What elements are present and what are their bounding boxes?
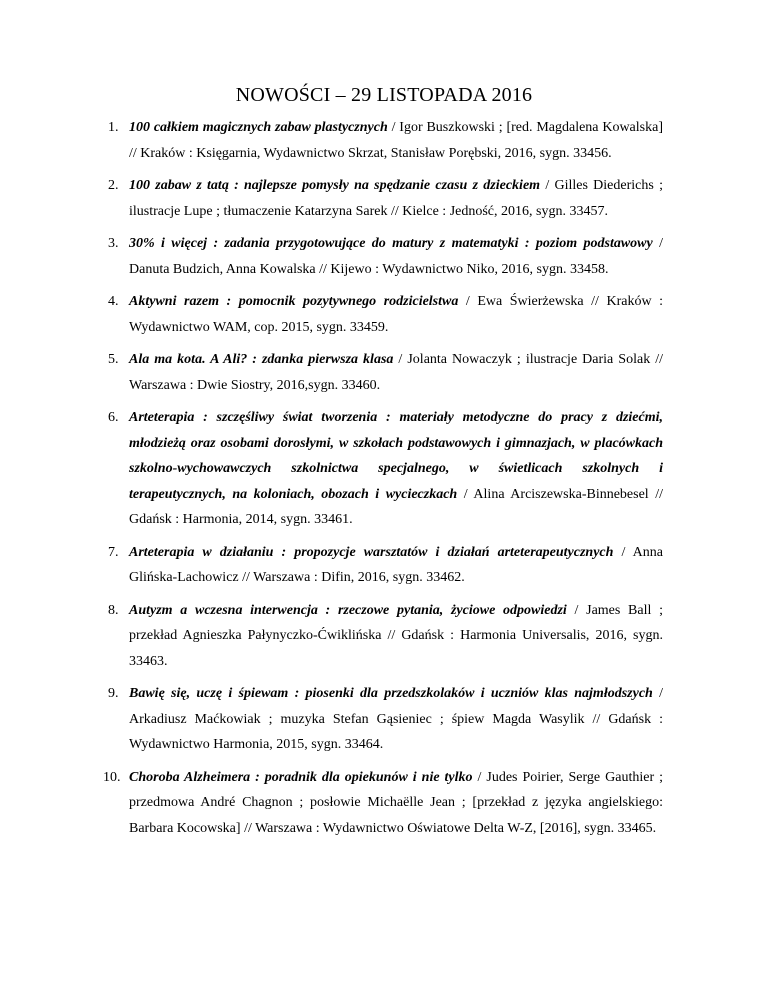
book-title: Ala ma kota. A Ali? : zdanka pierwsza klasa [129, 352, 394, 367]
list-item [108, 115, 663, 166]
list-item [108, 347, 663, 398]
list-item [103, 765, 663, 842]
book-title: Autyzm a wczesna interwencja : rzeczowe pytania, życiowe odpowiedzi [129, 602, 567, 618]
book-title: Choroba Alzheimera : poradnik dla opiekunów i nie tylko [129, 769, 473, 785]
item-number: 9. [108, 686, 119, 701]
item-number: 7. [108, 544, 119, 560]
list-item [108, 231, 663, 282]
list-item [108, 540, 663, 591]
book-title: Aktywni razem : pomocnik pozytywnego rodzicielstwa [129, 294, 459, 309]
book-title: 30% i więcej : zadania przygotowujące do matury z matematyki : poziom podstawowy [129, 236, 653, 251]
list-item [108, 405, 663, 533]
book-title: 100 całkiem magicznych zabaw plastycznych [129, 120, 388, 135]
list-item [108, 289, 663, 340]
new-books-list [103, 115, 664, 848]
book-title: Arteterapia w działaniu : propozycje warsztatów i działań arteterapeutycznych [129, 544, 614, 560]
book-title: Arteterapia : szczęśliwy świat tworzenia : materiały metodyczne do pracy z dziećmi, młodzieżą oraz osobami dorosłymi, w szkołach podstawowych i gimnazjach, w placówkach szkolno-wychowawczych szkolnictwa specjalnego, w świetlicach szkolnych i terapeutycznych, na koloniach, obozach i wycieczkach [129, 410, 663, 502]
book-details: / Danuta Budzich, Anna Kowalska // Kijewo : Wydawnictwo Niko, 2016, sygn. 33458. [129, 236, 664, 277]
list-item [108, 173, 663, 224]
item-number: 1. [108, 120, 119, 135]
book-title: Bawię się, uczę i śpiewam : piosenki dla przedszkolaków i uczniów klas najmłodszych [129, 686, 653, 701]
book-details: / Anna Glińska-Lachowicz // Warszawa : Difin, 2016, sygn. 33462. [129, 544, 663, 585]
item-number: 2. [108, 178, 119, 193]
book-details: / Igor Buszkowski ; [red. Magdalena Kowalska] // Kraków : Księgarnia, Wydawnictwo Skrzat, Stanisław Porębski, 2016, sygn. 33456. [129, 120, 663, 161]
book-details: / Ewa Świerżewska // Kraków : Wydawnictwo WAM, cop. 2015, sygn. 33459. [129, 294, 663, 335]
book-details: / Jolanta Nowaczyk ; ilustracje Daria Solak // Warszawa : Dwie Siostry, 2016,sygn. 33460. [129, 352, 663, 393]
list-item [108, 598, 663, 675]
page-title: NOWOŚCI – 29 LISTOPADA 2016 [235, 84, 533, 106]
item-number: 10. [103, 769, 121, 785]
item-number: 6. [108, 410, 119, 425]
book-details: / James Ball ; przekład Agnieszka Pałynyczko-Ćwiklińska // Gdańsk : Harmonia Universalis, 2016, sygn. 33463. [129, 602, 663, 669]
item-number: 5. [108, 352, 119, 367]
book-details: / Arkadiusz Maćkowiak ; muzyka Stefan Gąsieniec ; śpiew Magda Wasylik // Gdańsk : Wydawnictwo Harmonia, 2015, sygn. 33464. [129, 686, 664, 752]
book-title: 100 zabaw z tatą : najlepsze pomysły na spędzanie czasu z dzieckiem [129, 178, 541, 193]
item-number: 3. [108, 236, 119, 251]
book-details: / Gilles Diederichs ; ilustracje Lupe ; tłumaczenie Katarzyna Sarek // Kielce : Jedność, 2016, sygn. 33457. [129, 178, 663, 219]
item-number: 8. [108, 602, 119, 618]
book-details: / Alina Arciszewska-Binnebesel // Gdańsk : Harmonia, 2014, sygn. 33461. [129, 486, 664, 527]
item-number: 4. [108, 294, 119, 309]
book-details: / Judes Poirier, Serge Gauthier ; przedmowa André Chagnon ; posłowie Michaëlle Jean ; [przekład z języka angielskiego: Barbara Kocowska] // Warszawa : Wydawnictwo Oświatowe Delta W-Z, [2016], sygn. 33465. [129, 769, 663, 836]
list-item [108, 681, 663, 758]
